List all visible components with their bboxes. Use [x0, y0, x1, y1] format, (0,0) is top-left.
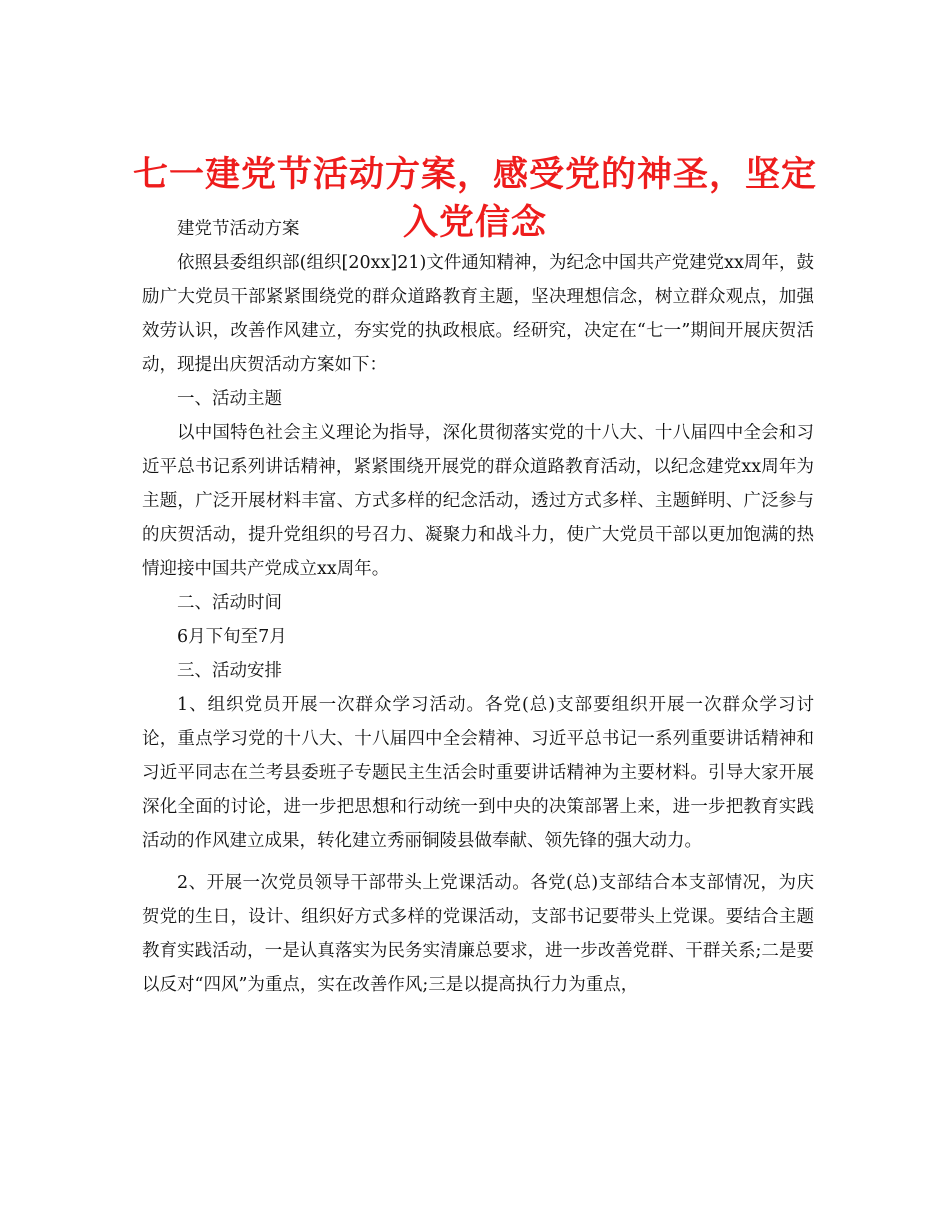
- paragraph-time: 6月下旬至7月: [177, 627, 287, 647]
- paragraph-item-2: 2、开展一次党员领导干部带头上党课活动。各党(总)支部结合本支部情况，为庆贺党的生日，设计、组织好方式多样的党课活动，支部书记要带头上党课。要结合主题教育实践活动，一是认真落实为民务实清廉总要求，进一步改善党群、干群关系;二是要以反对“四风”为重点，实在改善作风;三是以提高执行力为重点，: [142, 873, 814, 995]
- section-heading: 三、活动安排: [177, 661, 282, 681]
- document-body: [142, 212, 814, 1002]
- section-heading: 一、活动主题: [177, 389, 282, 409]
- document-title: 七一建党节活动方案，感受党的神圣，坚定入党信念: [132, 155, 817, 244]
- paragraph-item-1: 1、组织党员开展一次群众学习活动。各党(总)支部要组织开展一次群众学习讨论，重点学习党的十八大、十八届四中全会精神、习近平总书记一系列重要讲话精神和习近平同志在兰考县委班子专题民主生活会时重要讲话精神为主要材料。引导大家开展深化全面的讨论，进一步把思想和行动统一到中央的决策部署上来，进一步把教育实践活动的作风建立成果，转化建立秀丽铜陵县做奉献、领先锋的强大动力。: [142, 695, 814, 851]
- paragraph-theme: 以中国特色社会主义理论为指导，深化贯彻落实党的十八大、十八届四中全会和习近平总书记系列讲话精神，紧紧围绕开展党的群众道路教育活动，以纪念建党xx周年为主题，广泛开展材料丰富、方式多样的纪念活动，透过方式多样、主题鲜明、广泛参与的庆贺活动，提升党组织的号召力、凝聚力和战斗力，使广大党员干部以更加饱满的热情迎接中国共产党成立xx周年。: [142, 423, 814, 579]
- section-heading: 二、活动时间: [177, 593, 282, 613]
- paragraph-intro: 依照县委组织部(组织[20xx]21)文件通知精神，为纪念中国共产党建党xx周年，鼓励广大党员干部紧紧围绕党的群众道路教育主题，坚决理想信念，树立群众观点，加强效劳认识，改善作风建立，夯实党的执政根底。经研究，决定在“七一”期间开展庆贺活动，现提出庆贺活动方案如下：: [142, 253, 814, 375]
- section-heading: 建党节活动方案: [177, 219, 300, 239]
